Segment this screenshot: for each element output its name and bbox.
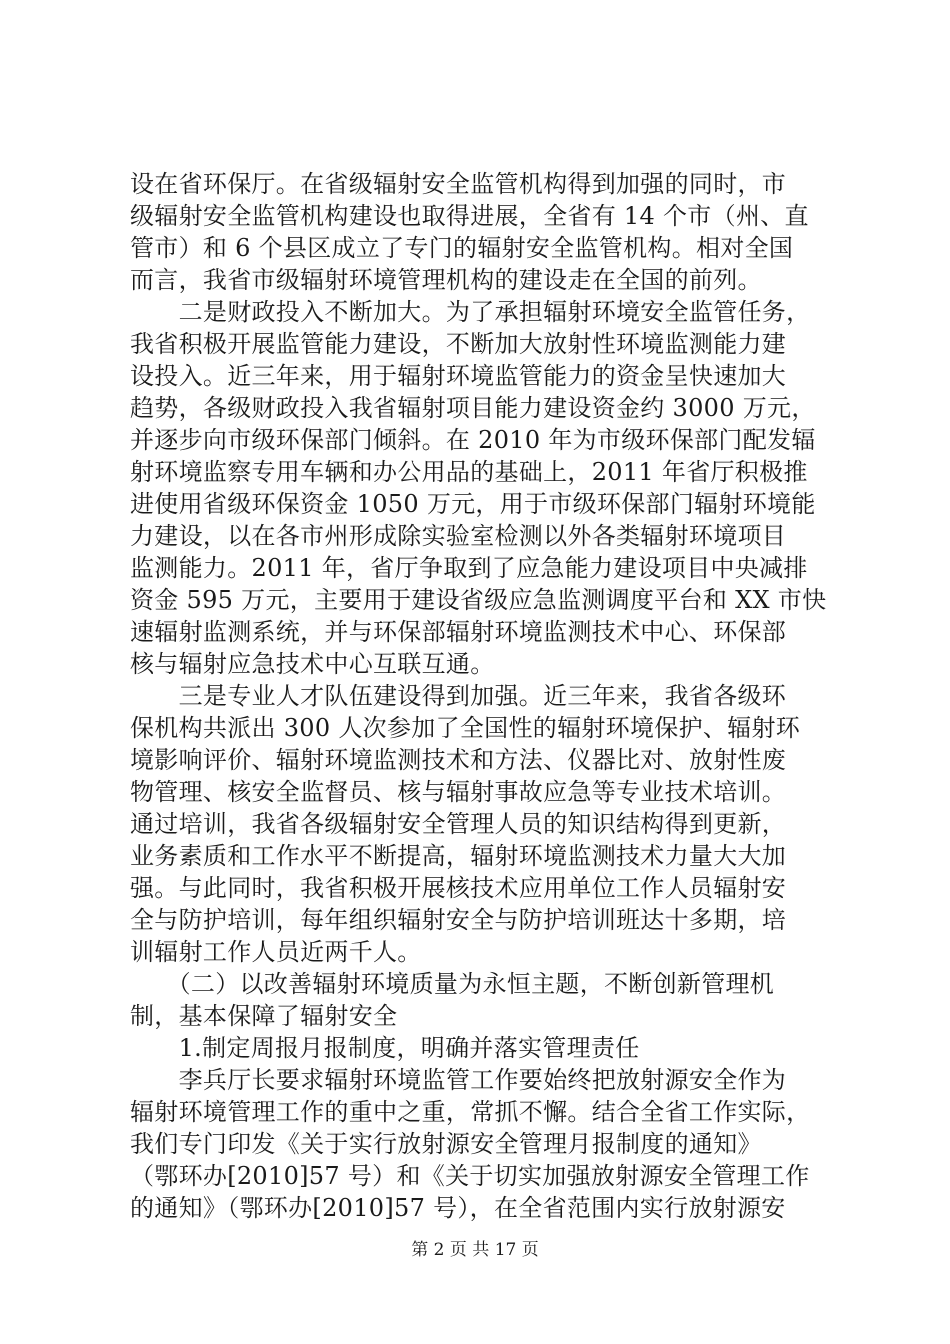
text-line: （二）以改善辐射环境质量为永恒主题，不断创新管理机 bbox=[130, 970, 775, 998]
text-line: 监测能力。2011 年，省厅争取到了应急能力建设项目中央减排 bbox=[130, 554, 808, 582]
text-line: 力建设，以在各市州形成除实验室检测以外各类辐射环境项目 bbox=[130, 522, 787, 550]
text-line: 射环境监察专用车辆和办公用品的基础上，2011 年省厅积极推 bbox=[130, 458, 808, 486]
text-line: 辐射环境管理工作的重中之重，常抓不懈。结合全省工作实际， bbox=[130, 1098, 811, 1126]
text-line: 而言，我省市级辐射环境管理机构的建设走在全国的前列。 bbox=[130, 266, 762, 294]
text-line: 李兵厅长要求辐射环境监管工作要始终把放射源安全作为 bbox=[130, 1066, 787, 1094]
text-line: 强。与此同时，我省积极开展核技术应用单位工作人员辐射安 bbox=[130, 874, 787, 902]
text-line: 资金 595 万元，主要用于建设省级应急监测调度平台和 XX 市快 bbox=[130, 586, 827, 614]
text-line: （鄂环办[2010]57 号）和《关于切实加强放射源安全管理工作 bbox=[130, 1162, 810, 1190]
text-line: 我们专门印发《关于实行放射源安全管理月报制度的通知》 bbox=[130, 1130, 762, 1158]
text-line: 管市）和 6 个县区成立了专门的辐射安全监管机构。相对全国 bbox=[130, 234, 794, 262]
text-line: 训辐射工作人员近两千人。 bbox=[130, 938, 422, 966]
text-line: 趋势，各级财政投入我省辐射项目能力建设资金约 3000 万元， bbox=[130, 394, 816, 422]
text-line: 级辐射安全监管机构建设也取得进展，全省有 14 个市（州、直 bbox=[130, 202, 809, 230]
text-line: 速辐射监测系统，并与环保部辐射环境监测技术中心、环保部 bbox=[130, 618, 787, 646]
text-line: 1.制定周报月报制度，明确并落实管理责任 bbox=[130, 1034, 640, 1062]
text-line: 设投入。近三年来，用于辐射环境监管能力的资金呈快速加大 bbox=[130, 362, 787, 390]
text-line: 境影响评价、辐射环境监测技术和方法、仪器比对、放射性废 bbox=[130, 746, 787, 774]
text-line: 物管理、核安全监督员、核与辐射事故应急等专业技术培训。 bbox=[130, 778, 787, 806]
text-line: 进使用省级环保资金 1050 万元，用于市级环保部门辐射环境能 bbox=[130, 490, 816, 518]
text-line: 业务素质和工作水平不断提高，辐射环境监测技术力量大大加 bbox=[130, 842, 787, 870]
text-line: 核与辐射应急技术中心互联互通。 bbox=[130, 650, 495, 678]
text-line: 我省积极开展监管能力建设，不断加大放射性环境监测能力建 bbox=[130, 330, 787, 358]
document-body bbox=[130, 168, 830, 1224]
page-footer: 第 2 页 共 17 页 bbox=[411, 1240, 539, 1260]
text-line: 设在省环保厅。在省级辐射安全监管机构得到加强的同时，市 bbox=[130, 170, 787, 198]
text-line: 保机构共派出 300 人次参加了全国性的辐射环境保护、辐射环 bbox=[130, 714, 801, 742]
text-line: 全与防护培训，每年组织辐射安全与防护培训班达十多期，培 bbox=[130, 906, 787, 934]
text-line: 通过培训，我省各级辐射安全管理人员的知识结构得到更新， bbox=[130, 810, 787, 838]
text-line: 制，基本保障了辐射安全 bbox=[130, 1002, 398, 1030]
text-line: 二是财政投入不断加大。为了承担辐射环境安全监管任务， bbox=[130, 298, 811, 326]
text-line: 并逐步向市级环保部门倾斜。在 2010 年为市级环保部门配发辐 bbox=[130, 426, 816, 454]
text-line: 三是专业人才队伍建设得到加强。近三年来，我省各级环 bbox=[130, 682, 787, 710]
text-line: 的通知》（鄂环办[2010]57 号），在全省范围内实行放射源安 bbox=[130, 1194, 786, 1222]
